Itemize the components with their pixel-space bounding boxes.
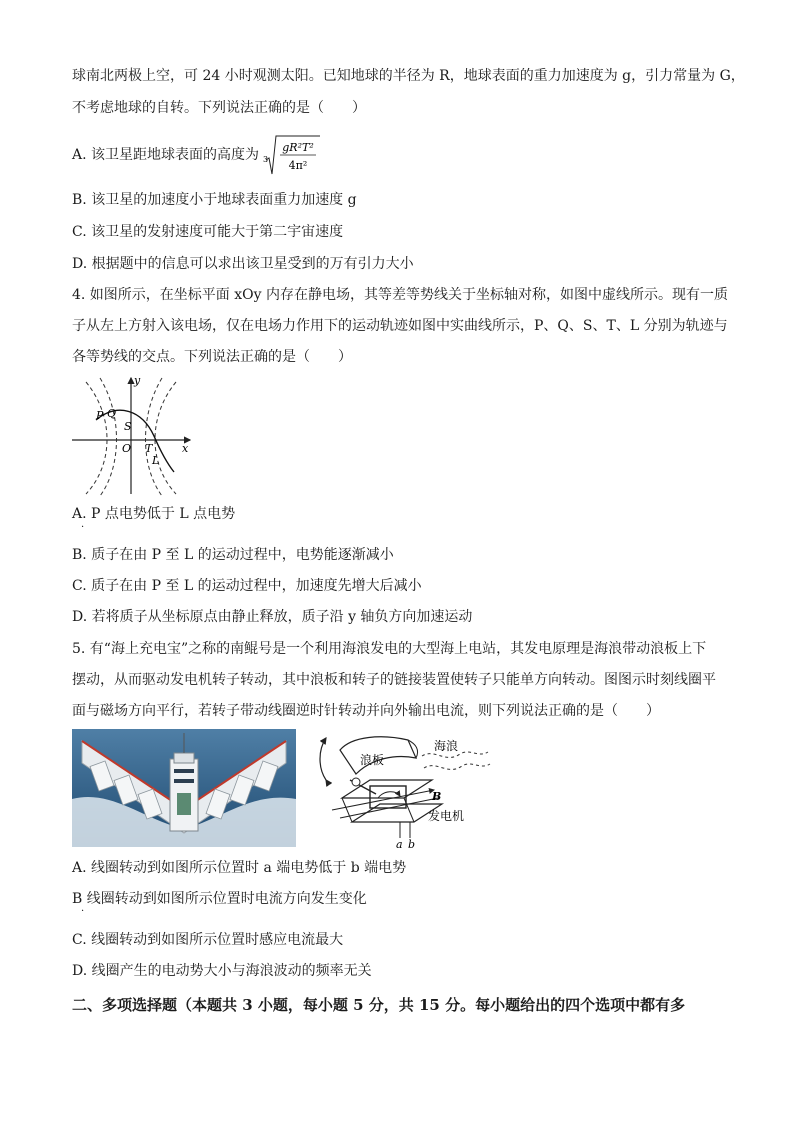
label-t: T — [145, 442, 153, 455]
q4-stem-line2: 子从左上方射入该电场，仅在电场力作用下的运动轨迹如图中实曲线所示，P、Q、S、T、L 分别为轨迹与 — [72, 318, 728, 334]
label-wave: 海浪 — [434, 739, 459, 753]
q4-field-figure — [70, 374, 194, 496]
stray-dot: · — [81, 522, 85, 533]
label-terminal-b: b — [408, 838, 416, 850]
q4-option-c: C. 质子在由 P 至 L 的运动过程中，加速度先增大后减小 — [72, 578, 422, 594]
q3-formula-cube-root — [262, 134, 322, 178]
equipotential-line — [86, 382, 107, 494]
label-b-field: B — [432, 790, 442, 803]
formula-numerator: gR²T² — [282, 141, 314, 154]
label-y: y — [134, 374, 141, 387]
label-o: O — [122, 442, 132, 455]
label-l: L — [152, 454, 160, 467]
q3-option-d: D. 根据题中的信息可以求出该卫星受到的万有引力大小 — [72, 256, 414, 272]
formula-denominator: 4π² — [288, 159, 308, 172]
formula-root-index: 3 — [263, 155, 269, 164]
q5-option-d: D. 线圈产生的电动势大小与海浪波动的频率无关 — [72, 963, 372, 979]
q4-stem-line1: 4. 如图所示，在坐标平面 xOy 内存在静电场，其等差等势线关于坐标轴对称，如图中虚线所示。现有一质 — [72, 287, 728, 303]
label-generator: 发电机 — [428, 809, 465, 823]
equipotential-line — [100, 378, 117, 496]
label-x: x — [182, 442, 189, 455]
q3-option-b: B. 该卫星的加速度小于地球表面重力加速度 g — [72, 192, 357, 208]
q4-option-b: B. 质子在由 P 至 L 的运动过程中，电势能逐渐减小 — [72, 547, 394, 563]
q4-stem-line3: 各等势线的交点。下列说法正确的是（ ） — [72, 349, 352, 365]
q3-stem-line1: 球南北两极上空，可 24 小时观测太阳。已知地球的半径为 R，地球表面的重力加速度为 g，引力常量为 G， — [72, 68, 745, 84]
stray-dot: · — [81, 906, 85, 917]
q3-option-a: A. 该卫星距地球表面的高度为 — [72, 147, 260, 163]
label-s: S — [124, 420, 132, 433]
wave-power-station-photo — [72, 729, 296, 847]
q5-stem-line2: 摆动，从而驱动发电机转子转动，其中浪板和转子的链接装置使转子只能单方向转动。图图示时刻线圈平 — [72, 672, 716, 688]
q3-option-c: C. 该卫星的发射速度可能大于第二宇宙速度 — [72, 224, 344, 240]
q5-option-a: A. 线圈转动到如图所示位置时 a 端电势低于 b 端电势 — [72, 860, 407, 876]
label-terminal-a: a — [396, 838, 403, 850]
q5-stem-line3: 面与磁场方向平行，若转子带动线圈逆时针转动并向外输出电流，则下列说法正确的是（ ） — [72, 703, 660, 719]
section-heading: 二、多项选择题（本题共 3 小题，每小题 5 分，共 15 分。每小题给出的四个选项中都有多 — [72, 996, 686, 1014]
label-p: P — [96, 409, 104, 422]
label-board: 浪板 — [360, 753, 385, 767]
equipotential-line — [155, 382, 176, 494]
swing-arrow — [320, 738, 326, 780]
q5-option-c: C. 线圈转动到如图所示位置时感应电流最大 — [72, 932, 344, 948]
q4-option-a: A. P 点电势低于 L 点电势 — [72, 506, 236, 522]
q4-option-d: D. 若将质子从坐标原点由静止释放，质子沿 y 轴负方向加速运动 — [72, 609, 473, 625]
label-q: Q — [107, 407, 117, 420]
q5-stem-line1: 5. 有“海上充电宝”之称的南鲲号是一个利用海浪发电的大型海上电站，其发电原理是海浪带动浪板上下 — [72, 641, 707, 657]
q5-generator-figure — [312, 728, 492, 850]
q3-stem-line2: 不考虑地球的自转。下列说法正确的是（ ） — [72, 100, 366, 116]
q5-option-b: B 线圈转动到如图所示位置时电流方向发生变化 — [72, 891, 367, 907]
